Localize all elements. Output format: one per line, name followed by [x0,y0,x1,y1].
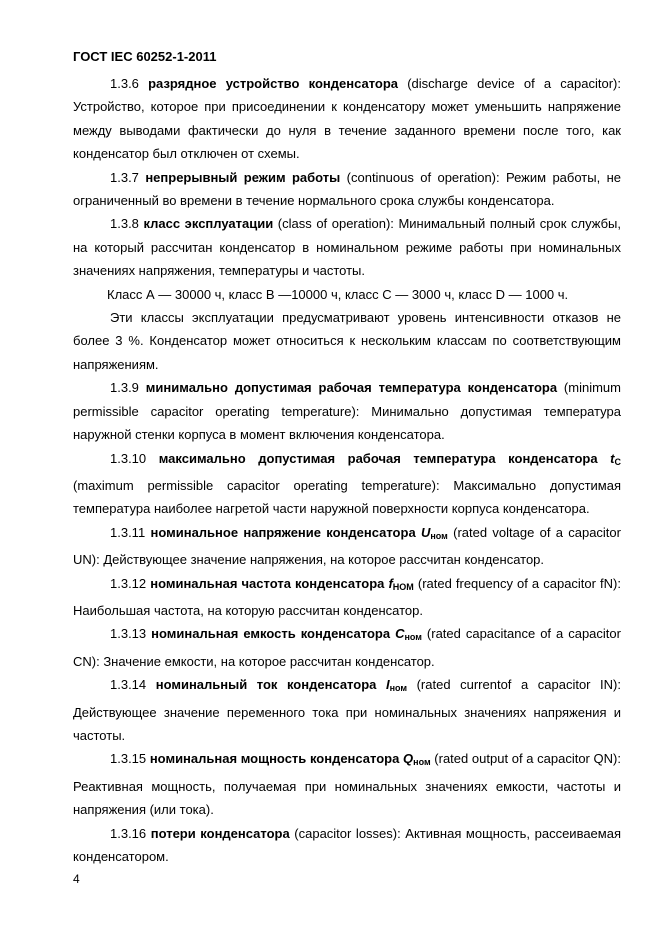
paragraph-1-3-8: 1.3.8 класс эксплуатации (class of operation): Минимальный полный срок службы, на который рассчитан конденсатор в номинальном режиме работы при номинальных значениях напряжения, температуры и частоты. [73,216,621,279]
term: номинальная мощность конденсатора [149,751,400,767]
paragraph-1-3-13: 1.3.13 номинальная емкость конденсатора $C_{ном}$ (rated capacitance of a capacitor CN): Значение емкости, на которое рассчитан конденсатор. [73,626,621,669]
term: номинальная частота конденсатора [150,575,385,591]
paragraph-1-3-14: 1.3.14 номинальный ток конденсатора $I_{ном}$ (rated currentof a capacitor IN): Действующее значение переменного тока при номинальных значениях напряжения и частоты. [73,677,621,743]
paragraph-classes: Класс А — 30000 ч, класс В —10000 ч, класс С — 3000 ч, класс D — 1000 ч. [107,286,569,302]
paragraph-1-3-11: 1.3.11 номинальное напряжение конденсатора $U_{ном}$ (rated voltage of a capacitor UN): Действующее значение напряжения, на которое рассчитан конденсатор. [73,524,621,568]
paragraph-1-3-16: 1.3.16 потери конденсатора (capacitor losses): Активная мощность, рассеиваемая конденсатором. [73,825,621,864]
paragraph-1-3-7: 1.3.7 непрерывный режим работы (continuous of operation): Режим работы, не ограниченный во времени в течение нормального срока службы конденсатора. [73,169,622,209]
term: номинальный ток конденсатора [155,677,377,693]
symbol: U [420,524,431,540]
symbol: I [385,677,390,693]
document-body [73,72,621,868]
term: непрерывный режим работы [145,169,341,185]
paragraph-1-3-12: 1.3.12 номинальная частота конденсатора $f_{НОМ}$ (rated frequency of a capacitor fN): Наибольшая частота, на которую рассчитан конденсатор. [73,575,621,618]
paragraph-1-3-15: 1.3.15 номинальная мощность конденсатора $Q_{ном}$ (rated output of a capacitor QN): Реактивная мощность, получаемая при номинальных значениях емкости, частоты и напряжения (или тока). [73,751,621,818]
term: минимально допустимая рабочая температура конденсатора [145,380,558,396]
paragraph-1-3-6: 1.3.6 разрядное устройство конденсатора (discharge device of a capacitor): Устройство, которое при присоединении к конденсатору может уменьшить напряжение между выводами фактически до нуля в течение заданного времени после того, как конденсатор был отключен от схемы. [73,76,621,162]
symbol: t [610,450,615,466]
term: номинальная емкость конденсатора [151,626,391,642]
symbol: f [388,575,393,591]
standard-title: ГОСТ IEC 60252-1-2011 [73,49,217,64]
paragraph-1-3-10: 1.3.10 максимально допустимая рабочая температура конденсатора $t_C$ (maximum permissible capacitor operating temperature): Максимально допустимая температура наиболее нагретой части наружной поверхности корпуса конденсатора. [73,450,621,517]
paragraph-1-3-9: 1.3.9 минимально допустимая рабочая температура конденсатора (minimum permissible capacitor operating temperature): Минимально допустимая температура наружной стенки корпуса в момент включения конденсатора. [73,380,621,443]
page-number: 4 [73,872,80,886]
term: максимально допустимая рабочая температура конденсатора [158,450,598,466]
paragraph-classes-note: Эти классы эксплуатации предусматривают уровень интенсивности отказов не более 3 %. Конденсатор может относиться к нескольким классам по соответствующим напряжениям. [73,310,621,372]
symbol: Q [403,751,414,767]
term: потери конденсатора [150,825,290,841]
symbol: C [395,626,405,642]
term: номинальное напряжение конденсатора [150,524,416,540]
term: класс эксплуатации [143,216,274,232]
term: разрядное устройство конденсатора [148,76,399,91]
